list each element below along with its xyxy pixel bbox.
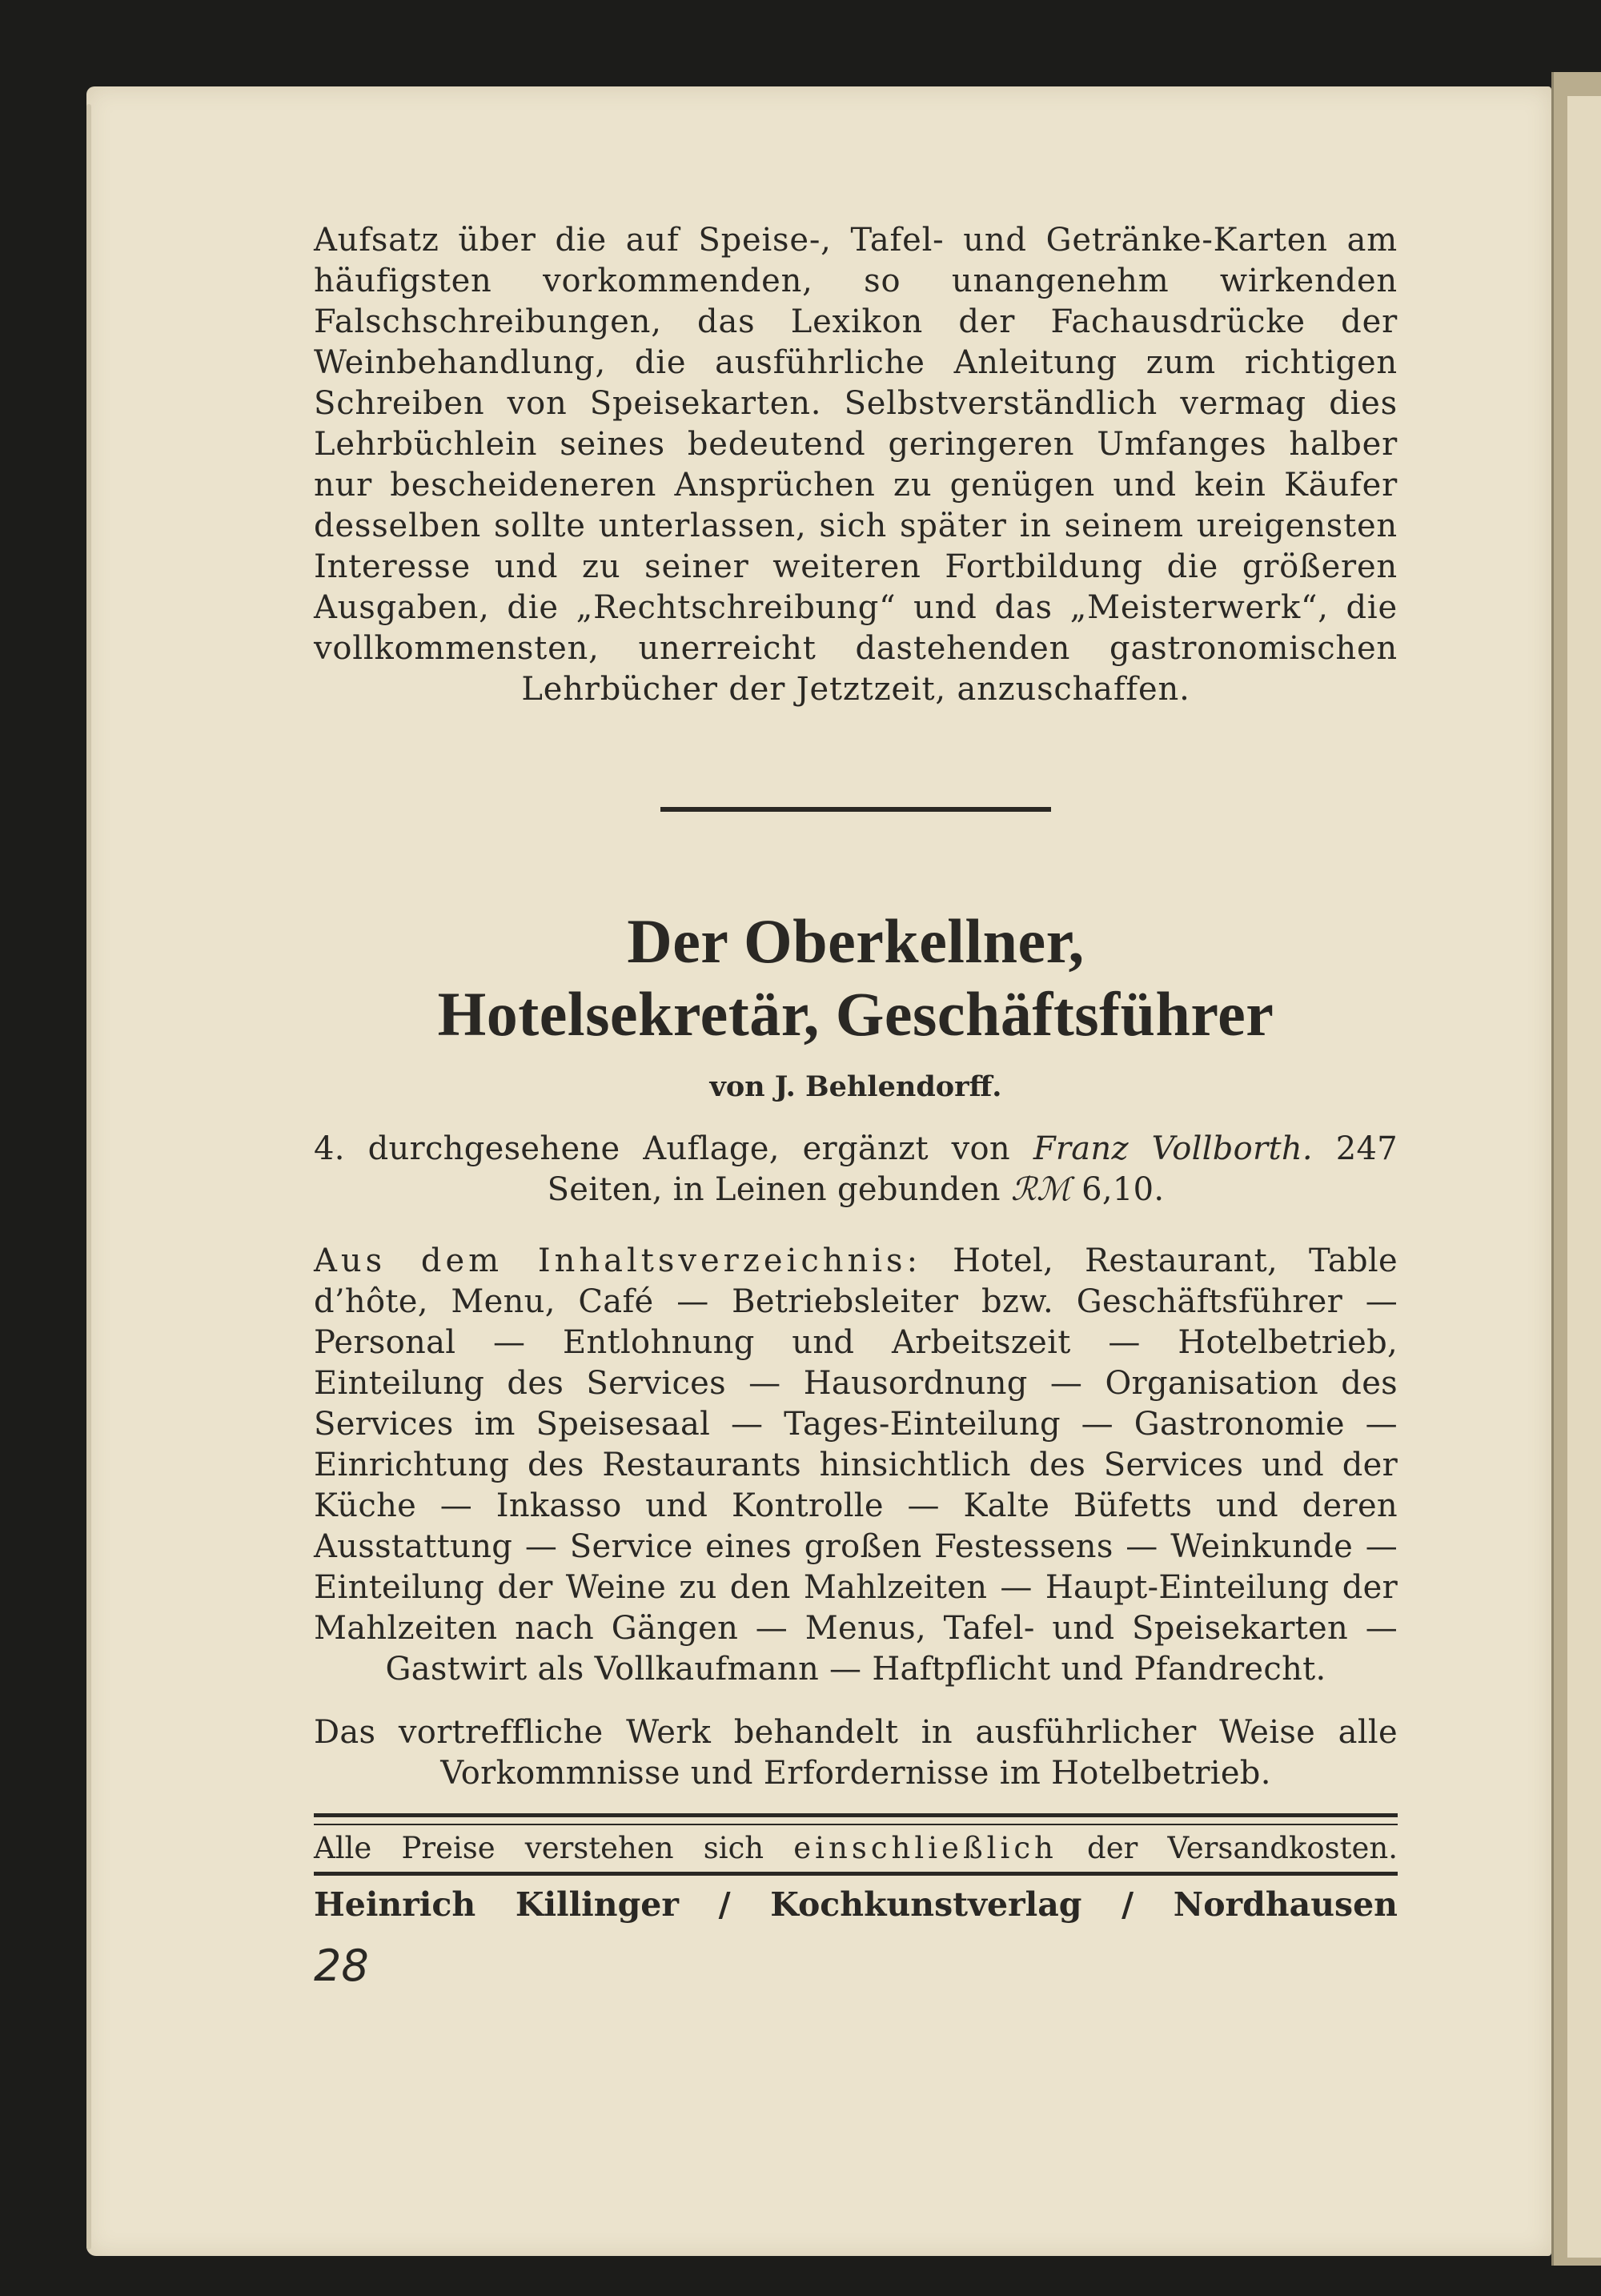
prices-note xyxy=(314,1828,1398,1869)
closing-paragraph: Das vortreffliche Werk behandelt in ausführlicher Weise alle Vorkommnisse und Erfordernisse im Hotelbetrieb. xyxy=(314,1714,1398,1792)
book-price: 6,10. xyxy=(1071,1171,1165,1208)
edition-text: 4. durchgesehene Auflage, ergänzt von xyxy=(314,1130,1033,1167)
page-gutter xyxy=(86,104,91,2250)
page-count-binding: 247 Seiten, in Leinen gebunden xyxy=(547,1130,1398,1208)
book-title-line-2: Hotelsekretär, Geschäftsführer xyxy=(437,979,1274,1049)
currency-symbol: ℛℳ xyxy=(1010,1171,1072,1208)
footer-double-rule xyxy=(314,1813,1398,1825)
toc-label: Aus dem Inhaltsverzeichnis: xyxy=(314,1242,922,1279)
publisher-line: Heinrich Killinger / Kochkunstverlag / Nordhausen xyxy=(314,1885,1398,1924)
book-title-line-1: Der Oberkellner, xyxy=(627,906,1085,976)
toc-items: Hotel, Restaurant, Table d’hôte, Menu, Café — Betriebsleiter bzw. Geschäftsführer — Personal — Entlohnung und Arbeitszeit — Hotelbetrieb, Einteilung des Services — Hausordnung — Organisation des Services im Speisesaal — Tages-Einteilung — Gastronomie — Einrichtung des Restaurants hinsichtlich des Services und der Küche — Inkasso und Kontrolle — Kalte Büfetts und deren Ausstattung — Service eines großen Festessens — Weinkunde — Einteilung der Weine zu den Mahlzeiten — Haupt-Einteilung der Mahlzeiten nach Gängen — Menus, Tafel- und Speisekarten — Gastwirt als Vollkaufmann — Haftpflicht und Pfandrecht. xyxy=(314,1242,1398,1688)
edition-info xyxy=(314,1129,1398,1210)
table-of-contents xyxy=(314,1241,1398,1690)
section-divider xyxy=(660,807,1051,812)
book-title xyxy=(314,905,1398,1050)
editor-name: Franz Vollborth. xyxy=(1033,1130,1313,1167)
next-page-paper xyxy=(1567,96,1601,2258)
footer-rule xyxy=(314,1872,1398,1876)
intro-paragraph: Aufsatz über die auf Speise-, Tafel- und Getränke-Karten am häufigsten vorkommenden, so unangenehm wirkenden Falschschreibungen, das Lexikon der Fachausdrücke der Weinbehandlung, die ausführliche Anleitung zum richtigen Schreiben von Speisekarten. Selbstverständlich vermag dies Lehrbüchlein seines bedeutend geringeren Umfanges halber nur bescheideneren Ansprüchen zu genügen und kein Käufer desselben sollte unterlassen, sich später in seinem ureigensten Interesse und zu seiner weiteren Fortbildung die größeren Ausgaben, die „Rechtschreibung“ und das „Meisterwerk“, die vollkommensten, unerreicht dastehenden gastronomischen Lehrbücher der Jetztzeit, anzuschaffen. xyxy=(314,222,1398,708)
prices-note-end: der Versandkosten. xyxy=(1057,1831,1398,1865)
prices-note-start: Alle Preise verstehen sich xyxy=(314,1831,794,1865)
page-number: 28 xyxy=(314,1941,369,1991)
page-content xyxy=(314,220,1398,1991)
prices-note-emphasis: einschließlich xyxy=(793,1831,1057,1865)
book-author: von J. Behlendorff. xyxy=(709,1070,1002,1103)
